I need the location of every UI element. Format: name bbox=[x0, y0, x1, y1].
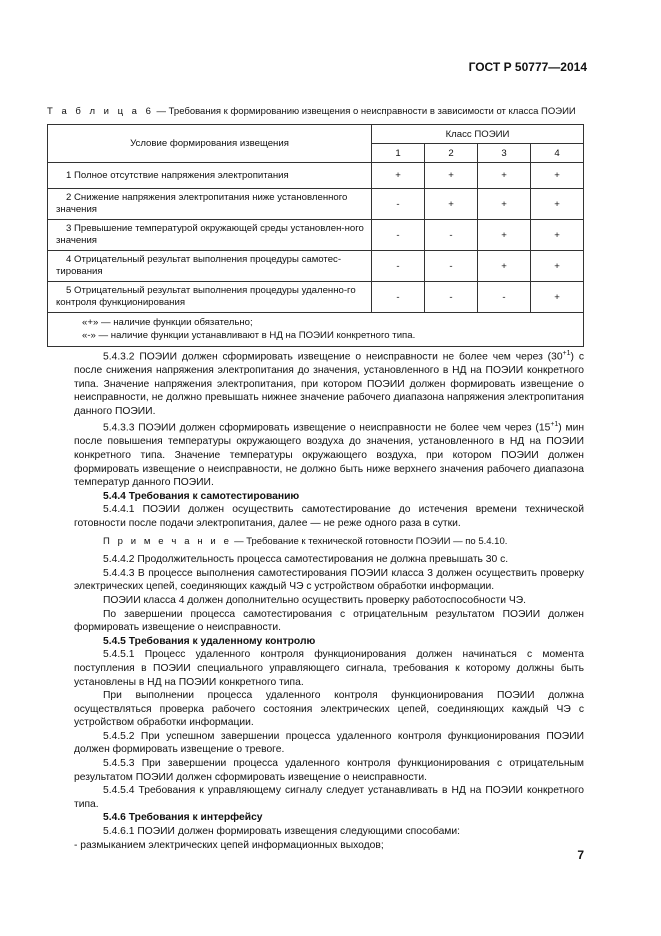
value-cell: + bbox=[372, 163, 425, 189]
table-row bbox=[48, 282, 584, 313]
condition-cell: 4 Отрицательный результат выполнения процедуры самотес-тирования bbox=[48, 251, 372, 282]
value-cell: - bbox=[425, 220, 478, 251]
note bbox=[74, 535, 584, 549]
value-cell: - bbox=[372, 220, 425, 251]
value-cell: + bbox=[425, 189, 478, 220]
heading-5-4-5: 5.4.5 Требования к удаленному контролю bbox=[103, 635, 316, 647]
value-cell: + bbox=[478, 220, 531, 251]
value-cell: + bbox=[531, 189, 584, 220]
value-cell: + bbox=[478, 163, 531, 189]
value-cell: + bbox=[531, 163, 584, 189]
class-col-3: 3 bbox=[478, 144, 531, 163]
heading-5-4-4: 5.4.4 Требования к самотестированию bbox=[103, 490, 300, 502]
list-item: - размыканием электрических цепей информационных выходов; bbox=[74, 839, 384, 851]
paragraph-5-4-4-3b: ПОЭИИ класса 4 должен дополнительно осуществить проверку работоспособности ЧЭ. bbox=[103, 594, 527, 606]
table-row bbox=[48, 189, 584, 220]
class-col-2: 2 bbox=[425, 144, 478, 163]
value-cell: + bbox=[425, 163, 478, 189]
superscript: +1 bbox=[550, 421, 559, 429]
class-col-4: 4 bbox=[531, 144, 584, 163]
condition-cell: 2 Снижение напряжения электропитания ниже установленного значения bbox=[48, 189, 372, 220]
table-label: Т а б л и ц а 6 bbox=[47, 106, 154, 117]
paragraph-5-4-4-2: 5.4.4.2 Продолжительность процесса самотестирования не должна превышать 30 с. bbox=[103, 554, 509, 566]
note-minus: «-» — наличие функции устанавливают в НД на ПОЭИИ конкретного типа. bbox=[82, 329, 416, 341]
value-cell: + bbox=[531, 282, 584, 313]
value-cell: + bbox=[531, 220, 584, 251]
value-cell: + bbox=[478, 189, 531, 220]
value-cell: - bbox=[372, 251, 425, 282]
condition-cell: 3 Превышение температурой окружающей среды установлен-ного значения bbox=[48, 220, 372, 251]
value-cell: - bbox=[425, 282, 478, 313]
table-title: — Требования к формированию извещения о неисправности в зависимости от класса ПОЭИИ bbox=[153, 106, 576, 117]
table-caption bbox=[47, 106, 576, 117]
condition-cell: 5 Отрицательный результат выполнения процедуры удаленно-го контроля функционирования bbox=[48, 282, 372, 313]
value-cell: + bbox=[478, 251, 531, 282]
superscript: +1 bbox=[562, 350, 571, 357]
condition-cell: 1 Полное отсутствие напряжения электропитания bbox=[48, 163, 372, 189]
note-plus: «+» — наличие функции обязательно; bbox=[82, 317, 253, 328]
paragraph-5-4-5-1: 5.4.5.1 Процесс удаленного контроля функционирования должен начинаться с момента поступления в ПОЭИИ специального управляющего сигнала, требования к которому должны быть установлены в НД на ПОЭИИ конкретного типа. bbox=[74, 649, 584, 688]
document-code: ГОСТ Р 50777—2014 bbox=[468, 60, 587, 74]
note-text: — Требование к технической готовности ПОЭИИ — по 5.4.10. bbox=[231, 535, 508, 547]
table-row bbox=[48, 251, 584, 282]
table-notes bbox=[48, 313, 584, 347]
value-cell: - bbox=[372, 189, 425, 220]
paragraph-5-4-4-1: 5.4.4.1 ПОЭИИ должен осуществить самотестирование до истечения времени технической готовности после подачи электропитания, далее — не реже одного раза в сутки. bbox=[74, 504, 584, 529]
heading-5-4-6: 5.4.6 Требования к интерфейсу bbox=[103, 812, 263, 824]
text: ) мин после повышения температуры окружающего воздуха до значения, установленного в НД на ПОЭИИ конкретного типа. Значение температуры окружающего воздуха, при котором ПОЭИИ должен формировать извещение о неисправности, не должно быть ниже верхнего значения рабочего диапазона температур данного ПОЭИИ. bbox=[74, 422, 585, 489]
value-cell: - bbox=[372, 282, 425, 313]
paragraph-5-4-3-3 bbox=[74, 418, 584, 489]
paragraph-5-4-5-3: 5.4.5.3 При завершении процесса удаленного контроля функционирования с отрицательным результатом ПОЭИИ должен сформировать извещение о неисправности. bbox=[74, 758, 584, 783]
main-text bbox=[74, 347, 584, 852]
table-notes-row bbox=[48, 313, 584, 347]
table-row bbox=[48, 220, 584, 251]
condition-header: Условие формирования извещения bbox=[48, 125, 372, 163]
paragraph-5-4-5-4: 5.4.5.4 Требования к управляющему сигналу следует устанавливать в НД на ПОЭИИ конкретного типа. bbox=[74, 785, 584, 810]
value-cell: - bbox=[425, 251, 478, 282]
class-header: Класс ПОЭИИ bbox=[372, 125, 584, 144]
paragraph-5-4-5-1b: При выполнении процесса удаленного контроля функционирования ПОЭИИ должна осуществляться проверка рабочего состояния электрических цепей, соединяющих каждый ЧЭ с устройством обработки информации. bbox=[74, 690, 584, 729]
text: 5.4.3.2 ПОЭИИ должен сформировать извещение о неисправности не более чем через (30 bbox=[103, 351, 563, 363]
note-label: П р и м е ч а н и е bbox=[103, 535, 232, 547]
page-number: 7 bbox=[577, 848, 584, 862]
text: ) с после снижения напряжения электропитания до значения, установленного в НД на ПОЭИИ конкретного типа. Значение напряжения электропитания, при котором ПОЭИИ должен формировать извещение о неисправности, не должно превышать нижнее значение рабочего диапазона напряжения электропитания данного ПОЭИИ. bbox=[74, 351, 584, 417]
text: 5.4.3.3 ПОЭИИ должен сформировать извещение о неисправности не более чем через (15 bbox=[103, 422, 551, 434]
paragraph-5-4-6-1: 5.4.6.1 ПОЭИИ должен формировать извещения следующими способами: bbox=[103, 826, 460, 838]
paragraph-5-4-4-3: 5.4.4.3 В процессе выполнения самотестирования ПОЭИИ класса 3 должен осуществить проверку электрических цепей, соединяющих каждый ЧЭ с устройством обработки информации. bbox=[74, 567, 584, 593]
paragraph-5-4-4-3c: По завершении процесса самотестирования с отрицательным результатом ПОЭИИ должен формировать извещение о неисправности. bbox=[74, 608, 584, 634]
requirements-table bbox=[47, 124, 584, 347]
table-row bbox=[48, 163, 584, 189]
paragraph-5-4-3-2 bbox=[74, 347, 584, 418]
class-col-1: 1 bbox=[372, 144, 425, 163]
paragraph-5-4-5-2: 5.4.5.2 При успешном завершении процесса удаленного контроля функционирования ПОЭИИ должен формировать извещение о тревоге. bbox=[74, 730, 584, 756]
value-cell: - bbox=[478, 282, 531, 313]
value-cell: + bbox=[531, 251, 584, 282]
